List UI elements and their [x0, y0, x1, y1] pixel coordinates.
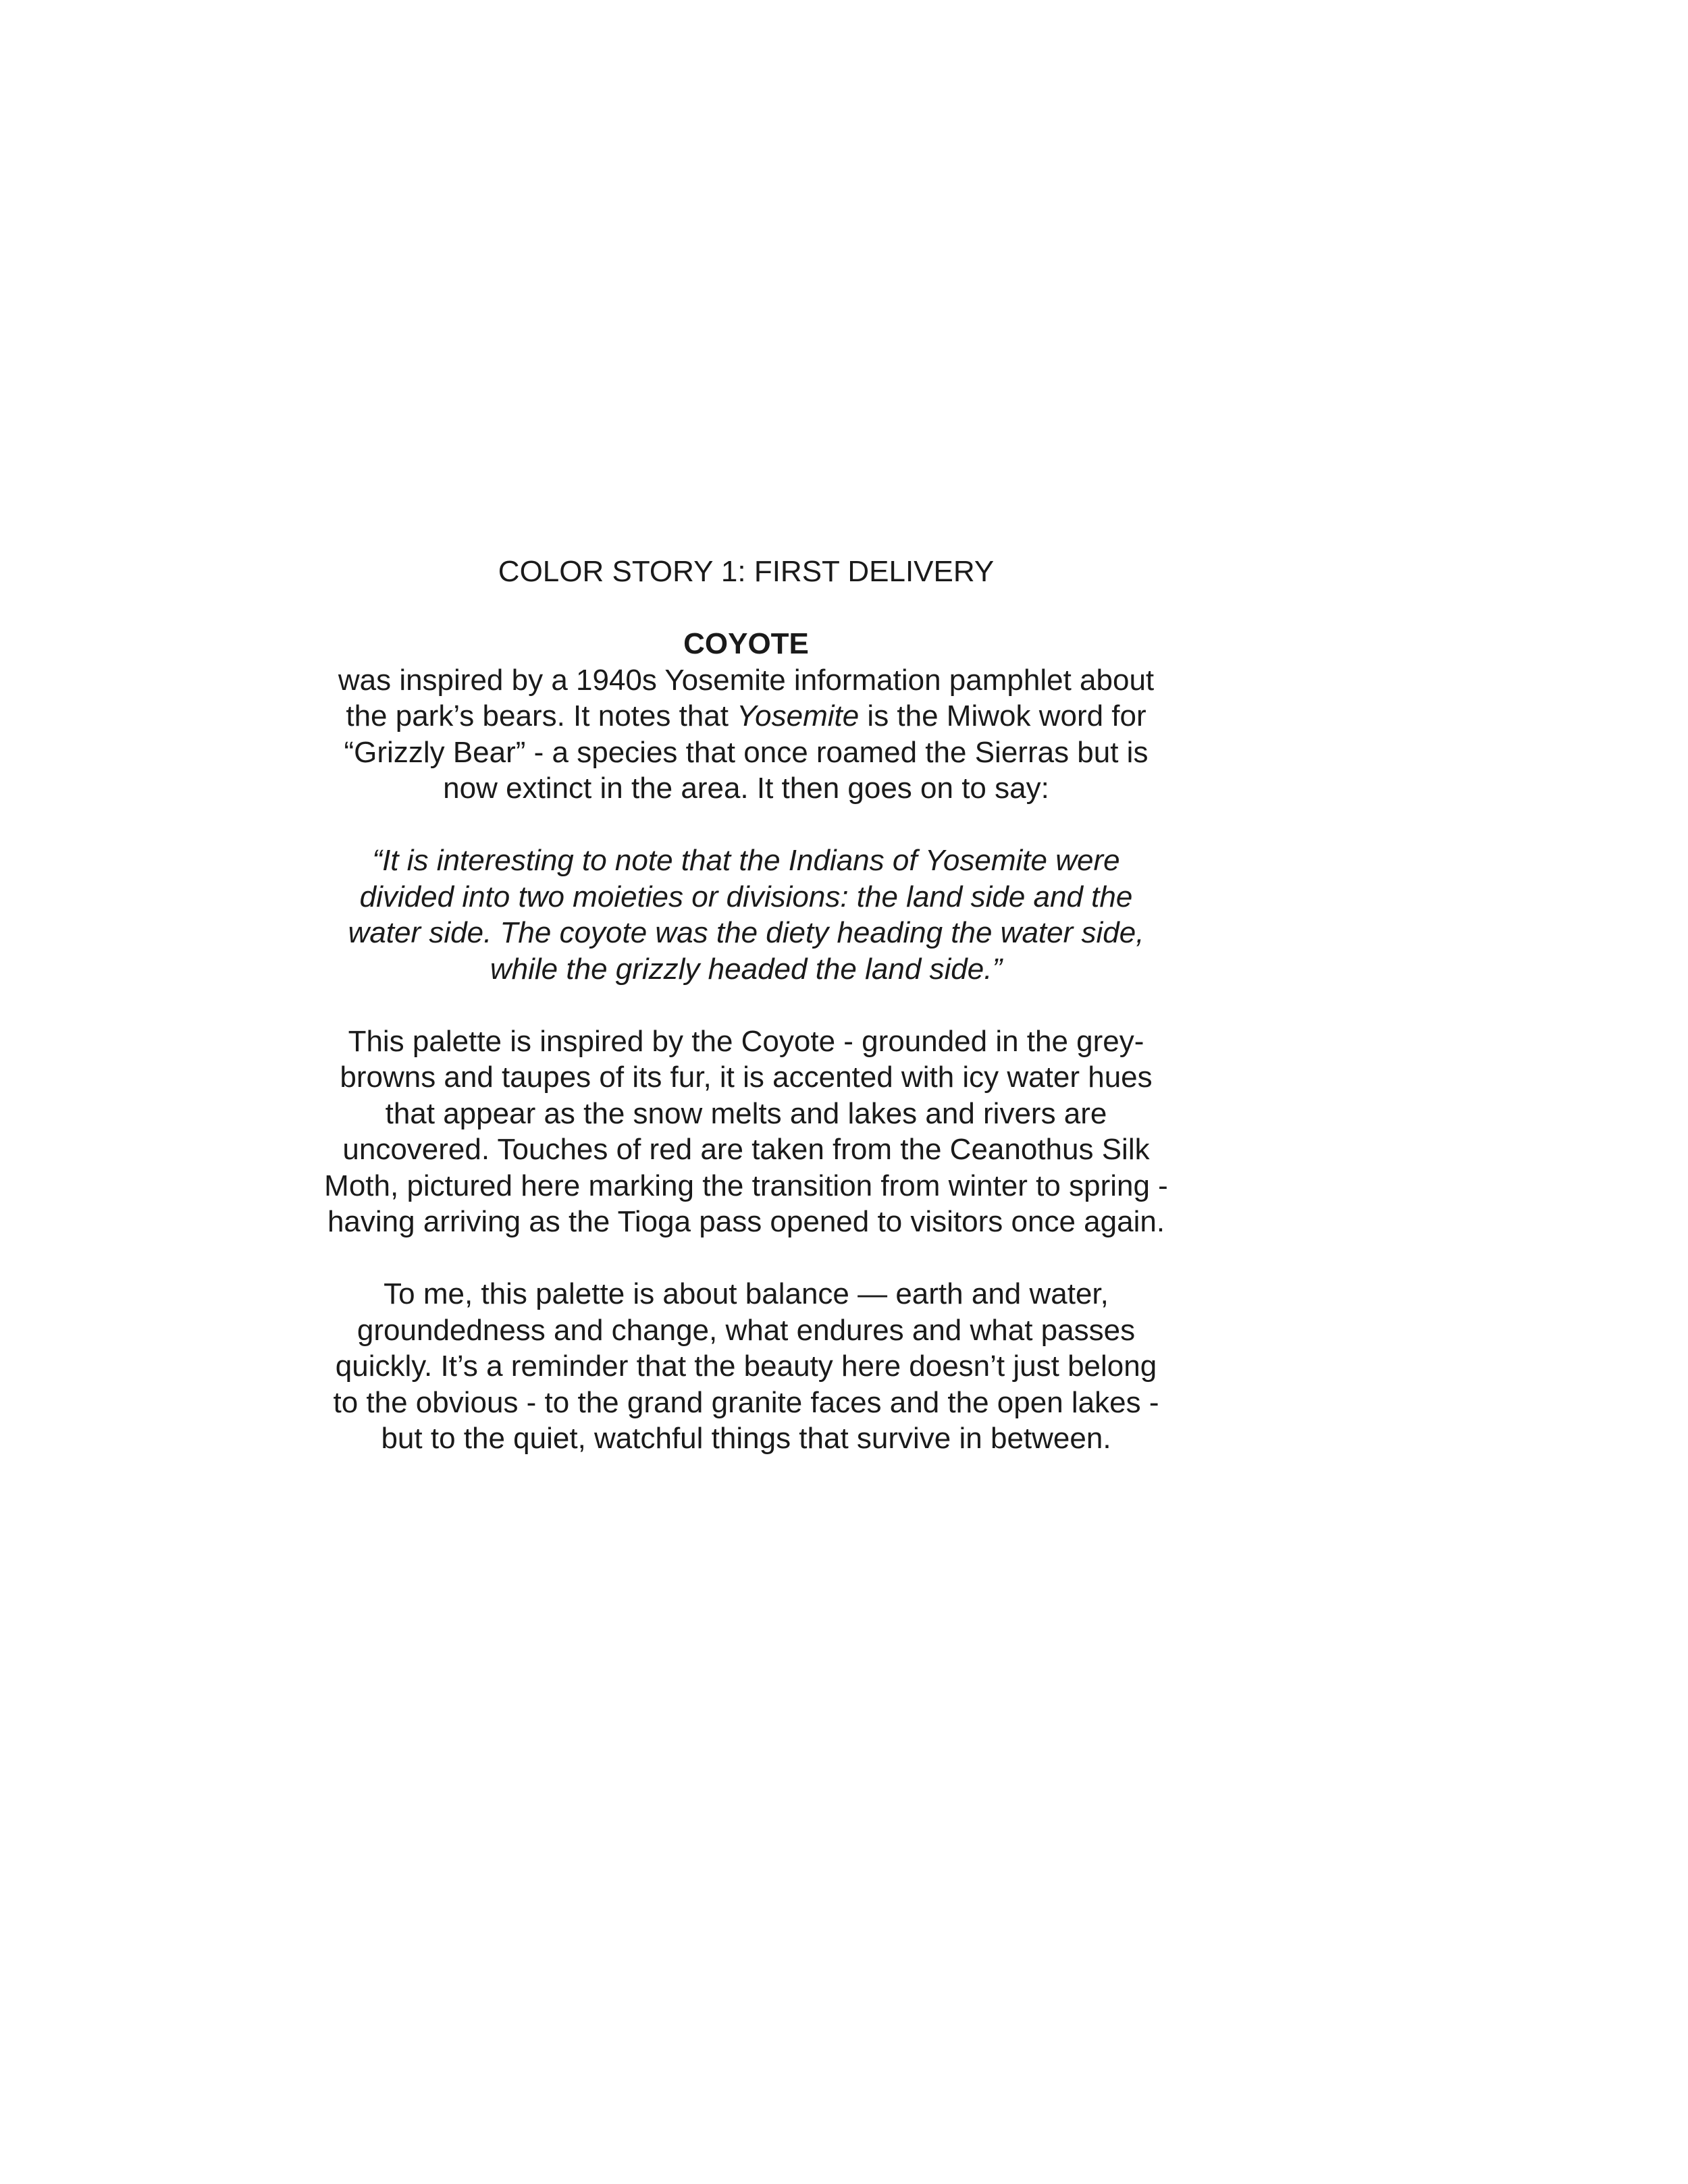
intro-emphasis: Yosemite [737, 699, 860, 733]
closing-paragraph: To me, this palette is about balance — earth and water, groundedness and change, what endures and what passes quickly. It’s a reminder that the beauty here doesn’t just belong to the obvious - to the grand granite faces and the open lakes - but to the quiet, watchful things that survive in between. [333, 1277, 1159, 1455]
spacer [324, 807, 1168, 843]
spacer [324, 987, 1168, 1023]
subject-title: COYOTE [683, 627, 809, 660]
intro-text-start: was inspired by a 1940s Yosemite information pamphlet about the park’s bears. It notes that [338, 663, 1155, 733]
spacer [324, 590, 1168, 627]
pamphlet-quote: “It is interesting to note that the Indians of Yosemite were divided into two moieties or divisions: the land side and the water side. The coyote was the diety heading the water side, while the grizzly headed the land side.” [348, 844, 1144, 986]
intro-paragraph [324, 662, 1168, 807]
page-heading: COLOR STORY 1: FIRST DELIVERY [498, 555, 995, 588]
intro-text-end: is the Miwok word for “Grizzly Bear” - a species that once roamed the Sierras but is now extinct in the area. It then goes on to say: [344, 699, 1149, 805]
palette-paragraph: This palette is inspired by the Coyote - grounded in the grey-browns and taupes of its fur, it is accented with icy water hues that appear as the snow melts and lakes and rivers are uncovered. Touches of red are taken from the Ceanothus Silk Moth, pictured here marking the transition from winter to spring - having arriving as the Tioga pass opened to visitors once again. [324, 1024, 1168, 1238]
color-story-text [324, 554, 1168, 1457]
spacer [324, 1240, 1168, 1277]
